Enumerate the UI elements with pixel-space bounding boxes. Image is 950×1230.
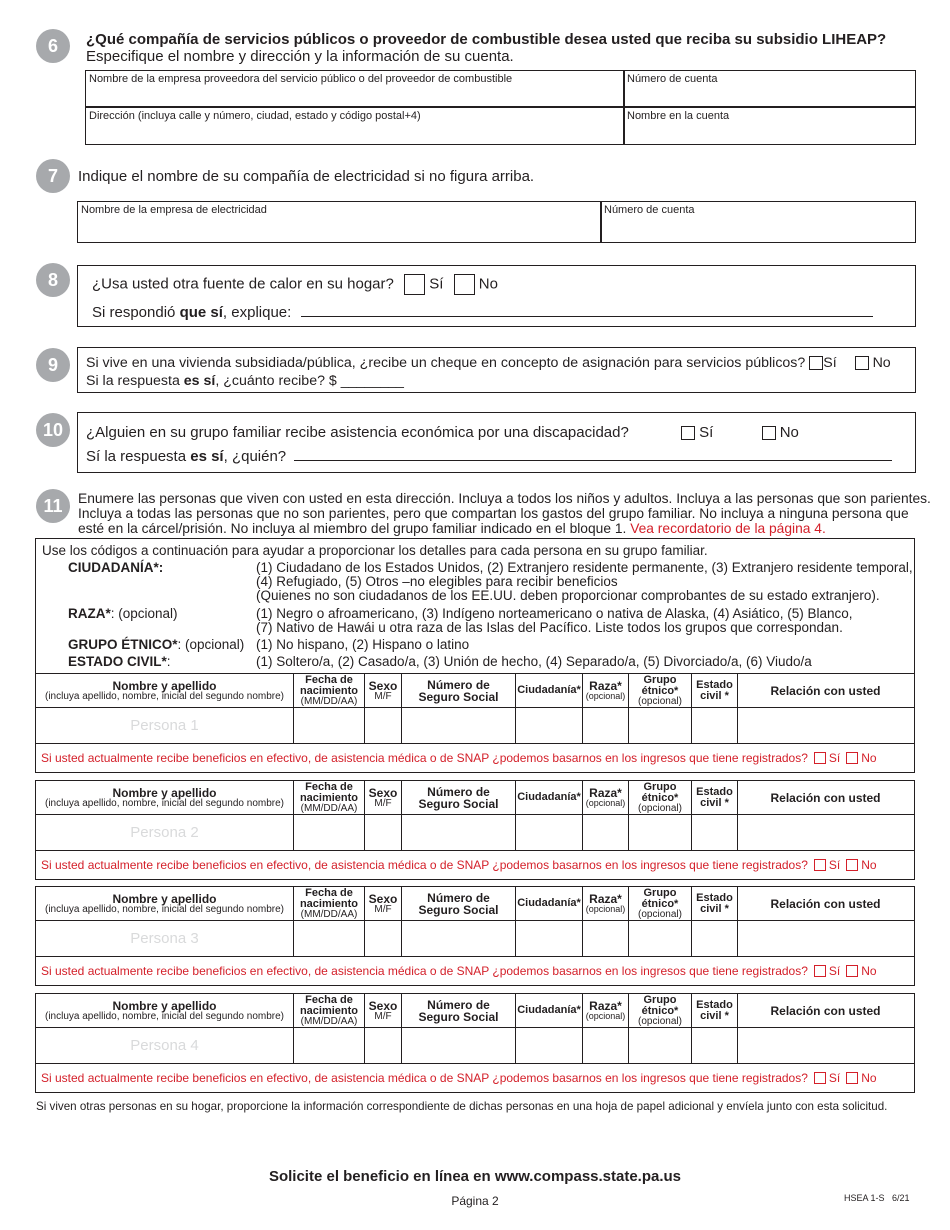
question-number-9: 9 (36, 348, 70, 382)
q11-line3: esté en la cárcel/prisión. No incluya al miembro del grupo familiar indicado en el bloque 1. (78, 521, 627, 536)
col-civil-cell[interactable] (692, 815, 738, 850)
benefits-question: Si usted actualmente recibe beneficios en efectivo, de asistencia médica o de SNAP ¿podemos basarnos en los ingresos que tiene registrados? (41, 1071, 808, 1085)
col-ssn-cell[interactable] (402, 708, 516, 743)
col-name-header: Nombre y apellido (incluya apellido, nombre, inicial del segundo nombre) (36, 781, 294, 814)
benefits-question-row (36, 744, 914, 772)
benefits-question-row (36, 957, 914, 985)
col-relationship-cell[interactable] (738, 708, 913, 743)
question-number-11: 11 (36, 489, 70, 523)
question-number-7: 7 (36, 159, 70, 193)
col-civil-header: Estado civil * (692, 887, 738, 920)
benefits-question: Si usted actualmente recibe beneficios en efectivo, de asistencia médica o de SNAP ¿podemos basarnos en los ingresos que tiene registrados? (41, 858, 808, 872)
q8-explain-line[interactable] (301, 305, 873, 317)
benefits-yes-checkbox[interactable] (814, 965, 826, 977)
race-codes-1: (1) Negro o afroamericano, (3) Indígeno norteamericano o nativa de Alaska, (4) Asiático, (5) Blanco, (256, 606, 853, 621)
col-ethnic-cell[interactable] (629, 921, 692, 956)
citizenship-label: CIUDADANÍA*: (68, 560, 164, 575)
col-race-cell[interactable] (583, 708, 629, 743)
col-dob-cell[interactable] (294, 921, 365, 956)
q9-box (77, 347, 916, 393)
q7-question: Indique el nombre de su compañía de electricidad si no figura arriba. (78, 168, 535, 185)
provider-name-field[interactable] (85, 70, 625, 108)
benefits-yes-checkbox[interactable] (814, 1072, 826, 1084)
benefits-question-row (36, 1064, 914, 1092)
col-citizenship-header: Ciudadanía* (516, 994, 583, 1027)
benefits-no-checkbox[interactable] (846, 752, 858, 764)
electric-company-field[interactable] (77, 201, 602, 243)
col-citizenship-cell[interactable] (516, 815, 583, 850)
person-placeholder: Persona 2 (130, 824, 199, 841)
q10-line2-pre: Sí la respuesta (86, 448, 191, 465)
col-relationship-header: Relación con usted (770, 1003, 881, 1018)
col-name-header: Nombre y apellido (incluya apellido, nombre, inicial del segundo nombre) (36, 887, 294, 920)
col-civil-cell[interactable] (692, 921, 738, 956)
table-header (36, 781, 914, 815)
benefits-yes-label: Sí (828, 858, 841, 872)
col-dob-cell[interactable] (294, 815, 365, 850)
race-codes-2: (7) Nativo de Hawái u otra raza de las Islas del Pacífico. Liste todos los grupos que correspondan. (256, 620, 843, 635)
q11-reminder: Vea recordatorio de la página 4. (630, 521, 826, 536)
table-header (36, 674, 914, 708)
col-sex-cell[interactable] (365, 815, 402, 850)
q8-box (77, 265, 916, 327)
q10-box (77, 412, 916, 473)
q6-subtext: Especifique el nombre y dirección y la información de su cuenta. (86, 48, 514, 65)
col-civil-cell[interactable] (692, 708, 738, 743)
household-table-person-3 (35, 886, 915, 986)
col-relationship-cell[interactable] (738, 1028, 913, 1063)
benefits-question: Si usted actualmente recibe beneficios en efectivo, de asistencia médica o de SNAP ¿podemos basarnos en los ingresos que tiene registrados? (41, 964, 808, 978)
question-number-8: 8 (36, 263, 70, 297)
benefits-no-label: No (861, 858, 877, 872)
col-ssn-header: Número de Seguro Social (402, 887, 516, 920)
q8-explain-pre: Si respondió (92, 304, 180, 321)
col-ethnic-header: Grupo étnico* (opcional) (629, 887, 692, 920)
q10-question: ¿Alguien en su grupo familiar recibe asistencia económica por una discapacidad? (86, 424, 629, 441)
col-citizenship-cell[interactable] (516, 1028, 583, 1063)
q8-explain-post: , explique: (222, 304, 292, 321)
benefits-no-label: No (861, 964, 877, 978)
q8-explain-bold: que sí (179, 304, 223, 321)
household-table-person-1 (35, 673, 915, 773)
q11-line1: Enumere las personas que viven con usted en esta dirección. Incluya a todos los niños y adultos. Incluya a las personas que son parientes. (78, 491, 931, 506)
col-civil-header: Estado civil * (692, 781, 738, 814)
civil-label: ESTADO CIVIL*: (68, 654, 171, 669)
q10-yes-checkbox[interactable] (681, 426, 695, 440)
benefits-question: Si usted actualmente recibe beneficios en efectivo, de asistencia médica o de SNAP ¿podemos basarnos en los ingresos que tiene registrados? (41, 751, 808, 765)
electric-account-field[interactable] (600, 201, 916, 243)
col-dob-header: Fecha de nacimiento (MM/DD/AA) (294, 887, 365, 920)
q10-yes-label: Sí (699, 424, 714, 441)
q9-question: Si vive en una vivienda subsidiada/pública, ¿recibe un cheque en concepto de asignación para servicios públicos? (86, 355, 806, 371)
account-number-field[interactable] (623, 70, 916, 108)
table-row (36, 921, 914, 957)
col-dob-header: Fecha de nacimiento (MM/DD/AA) (294, 781, 365, 814)
q9-yes-checkbox[interactable] (809, 356, 823, 370)
col-ssn-header: Número de Seguro Social (402, 781, 516, 814)
benefits-yes-checkbox[interactable] (814, 859, 826, 871)
col-race-header: Raza* (opcional) (583, 781, 629, 814)
person-placeholder: Persona 1 (130, 717, 199, 734)
benefits-question-row (36, 851, 914, 879)
col-civil-header: Estado civil * (692, 994, 738, 1027)
col-ssn-cell[interactable] (402, 1028, 516, 1063)
col-ethnic-cell[interactable] (629, 708, 692, 743)
benefits-no-label: No (861, 751, 877, 765)
col-race-cell[interactable] (583, 921, 629, 956)
col-citizenship-header: Ciudadanía* (516, 674, 583, 707)
col-sex-header: Sexo M/F (365, 887, 402, 920)
table-row (36, 1028, 914, 1064)
q9-no-label: No (872, 355, 891, 371)
q9-no-checkbox[interactable] (855, 356, 869, 370)
col-relationship-cell[interactable] (738, 921, 913, 956)
table-header (36, 994, 914, 1028)
col-race-header: Raza* (opcional) (583, 887, 629, 920)
ethnic-label: GRUPO ÉTNICO*: (opcional) (68, 637, 245, 652)
citizenship-codes (256, 561, 913, 603)
benefits-yes-label: Sí (828, 1071, 841, 1085)
page-number: Página 2 (451, 1194, 499, 1208)
person-placeholder: Persona 3 (130, 930, 199, 947)
col-name-header: Nombre y apellido (incluya apellido, nombre, inicial del segundo nombre) (36, 674, 294, 707)
civil-codes: (1) Soltero/a, (2) Casado/a, (3) Unión de hecho, (4) Separado/a, (5) Divorciado/a, (6) Viudo/a (256, 654, 812, 669)
col-citizenship-header: Ciudadanía* (516, 781, 583, 814)
col-name-header: Nombre y apellido (incluya apellido, nombre, inicial del segundo nombre) (36, 994, 294, 1027)
benefits-no-checkbox[interactable] (846, 965, 858, 977)
citizenship-codes-2: (4) Refugiado, (5) Otros –no elegibles para recibir beneficios (256, 574, 618, 589)
electric-company-label: Nombre de la empresa de electricidad (81, 204, 267, 216)
q8-no-label: No (478, 275, 498, 293)
col-ethnic-header: Grupo étnico* (opcional) (629, 994, 692, 1027)
account-number-label: Número de cuenta (627, 73, 718, 85)
col-sex-header: Sexo M/F (365, 781, 402, 814)
col-sex-cell[interactable] (365, 708, 402, 743)
q10-who-line[interactable] (294, 449, 892, 461)
address-label: Dirección (incluya calle y número, ciudad, estado y código postal+4) (89, 110, 421, 122)
col-race-header: Raza* (opcional) (583, 674, 629, 707)
q10-line2-post: , ¿quién? (223, 448, 287, 465)
race-label: RAZA*: (opcional) (68, 606, 178, 621)
col-race-cell[interactable] (583, 1028, 629, 1063)
electric-account-label: Número de cuenta (604, 204, 695, 216)
q11-line2: Incluya a todas las personas que no son parientes, pero que compartan los gastos del grupo familiar. No incluya a ninguna persona que (78, 506, 909, 521)
q8-yes-label: Sí (429, 275, 444, 293)
col-ethnic-cell[interactable] (629, 1028, 692, 1063)
citizenship-codes-3: (Quienes no son ciudadanos de los EE.UU. deben proporcionar comprobantes de su estado extranjero). (256, 588, 880, 603)
benefits-no-checkbox[interactable] (846, 859, 858, 871)
col-dob-cell[interactable] (294, 708, 365, 743)
address-field[interactable] (85, 106, 625, 145)
benefits-yes-label: Sí (828, 751, 841, 765)
ethnic-codes: (1) No hispano, (2) Hispano o latino (256, 637, 470, 652)
col-ethnic-header: Grupo étnico* (opcional) (629, 674, 692, 707)
citizenship-codes-1: (1) Ciudadano de los Estados Unidos, (2) Extranjero residente permanente, (3) Extranjero residente temporal, (256, 560, 913, 575)
account-name-label: Nombre en la cuenta (627, 110, 730, 122)
col-relationship-cell[interactable] (738, 815, 913, 850)
col-citizenship-cell[interactable] (516, 921, 583, 956)
col-race-header: Raza* (opcional) (583, 994, 629, 1027)
benefits-no-checkbox[interactable] (846, 1072, 858, 1084)
col-ethnic-cell[interactable] (629, 815, 692, 850)
benefits-yes-label: Sí (828, 964, 841, 978)
col-dob-cell[interactable] (294, 1028, 365, 1063)
col-relationship-header: Relación con usted (770, 683, 881, 698)
q9-yes-label: Sí (823, 355, 837, 371)
col-civil-header: Estado civil * (692, 674, 738, 707)
provider-name-label: Nombre de la empresa proveedora del servicio público o del proveedor de combustible (89, 73, 513, 85)
account-name-field[interactable] (623, 106, 916, 145)
household-table-person-4 (35, 993, 915, 1093)
col-ssn-header: Número de Seguro Social (402, 994, 516, 1027)
col-civil-cell[interactable] (692, 1028, 738, 1063)
q10-no-label: No (779, 424, 799, 441)
q8-yes-checkbox[interactable] (404, 274, 425, 295)
col-sex-cell[interactable] (365, 921, 402, 956)
col-ethnic-header: Grupo étnico* (opcional) (629, 781, 692, 814)
col-citizenship-cell[interactable] (516, 708, 583, 743)
col-citizenship-header: Ciudadanía* (516, 887, 583, 920)
q8-no-checkbox[interactable] (454, 274, 475, 295)
race-codes (256, 607, 853, 635)
person-placeholder: Persona 4 (130, 1037, 199, 1054)
question-number-10: 10 (36, 413, 70, 447)
q8-question: ¿Usa usted otra fuente de calor en su hogar? (92, 275, 394, 293)
question-number-6: 6 (36, 29, 70, 63)
col-sex-cell[interactable] (365, 1028, 402, 1063)
online-apply: Solicite el beneficio en línea en www.compass.state.pa.us (268, 1168, 682, 1185)
q9-line2-post: , ¿cuánto recibe? $ ________ (215, 373, 404, 389)
additional-persons-note: Si viven otras personas en su hogar, proporcione la información correspondiente de dichas personas en una hoja de papel adicional y envíela junto con esta solicitud. (36, 1100, 888, 1113)
col-dob-header: Fecha de nacimiento (MM/DD/AA) (294, 994, 365, 1027)
form-id: HSEA 1-S 6/21 (844, 1193, 910, 1203)
table-row (36, 815, 914, 851)
col-dob-header: Fecha de nacimiento (MM/DD/AA) (294, 674, 365, 707)
table-header (36, 887, 914, 921)
table-row (36, 708, 914, 744)
q10-no-checkbox[interactable] (762, 426, 776, 440)
col-ssn-cell[interactable] (402, 815, 516, 850)
col-relationship-header: Relación con usted (770, 896, 881, 911)
col-relationship-header: Relación con usted (770, 790, 881, 805)
col-sex-header: Sexo M/F (365, 674, 402, 707)
q9-line2-bold: es sí (183, 373, 216, 389)
col-ssn-header: Número de Seguro Social (402, 674, 516, 707)
q10-line2-bold: es sí (190, 448, 224, 465)
q6-question: ¿Qué compañía de servicios públicos o proveedor de combustible desea usted que reciba su subsidio LIHEAP? (86, 31, 887, 48)
household-table-person-2 (35, 780, 915, 880)
col-race-cell[interactable] (583, 815, 629, 850)
q9-line2-pre: Si la respuesta (86, 373, 184, 389)
benefits-no-label: No (861, 1071, 877, 1085)
benefits-yes-checkbox[interactable] (814, 752, 826, 764)
col-ssn-cell[interactable] (402, 921, 516, 956)
codes-box (35, 538, 915, 675)
q11-instructions (78, 491, 931, 536)
col-sex-header: Sexo M/F (365, 994, 402, 1027)
codes-intro: Use los códigos a continuación para ayudar a proporcionar los detalles para cada persona en su grupo familiar. (42, 543, 708, 558)
